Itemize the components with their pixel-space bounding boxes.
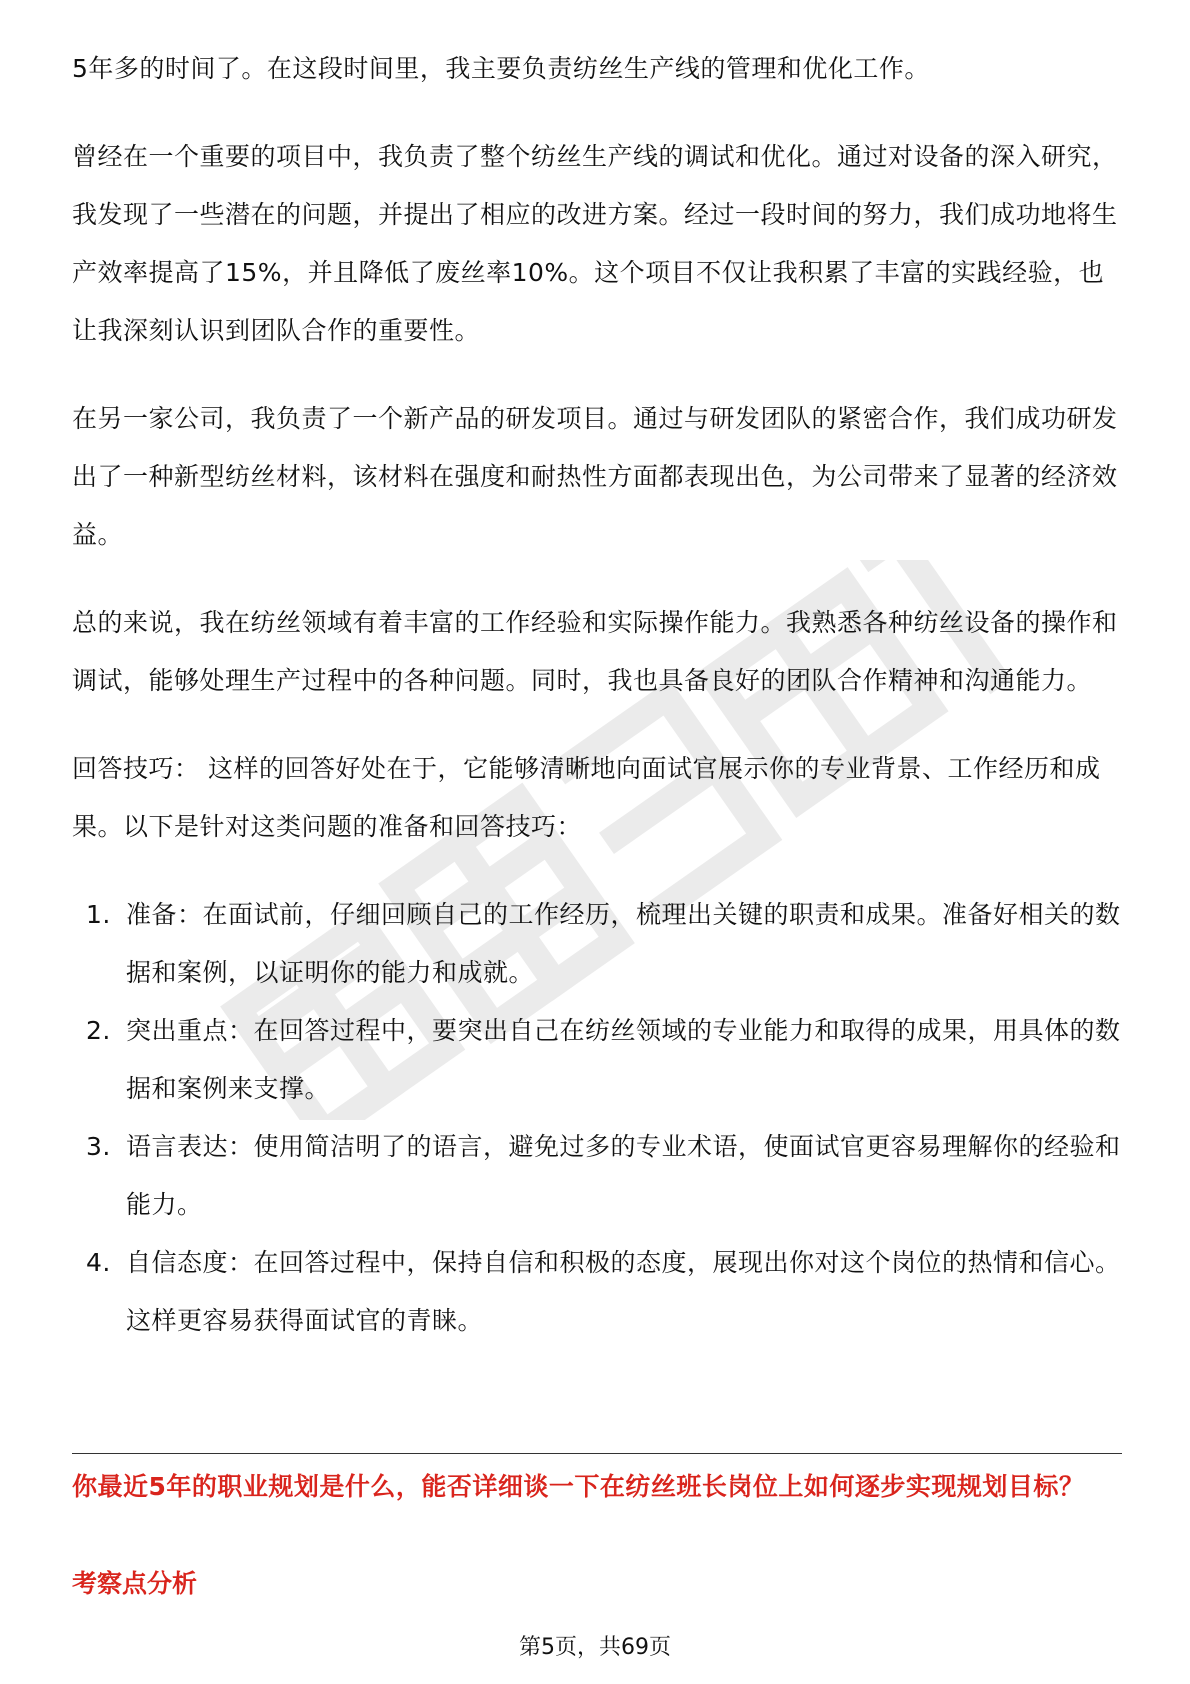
paragraph: 5年多的时间了。在这段时间里，我主要负责纺丝生产线的管理和优化工作。 <box>72 54 930 83</box>
tips-list <box>72 886 1122 1350</box>
analysis-heading: 考察点分析 <box>72 1569 198 1598</box>
list-item <box>72 1234 1122 1350</box>
list-item <box>72 1118 1122 1234</box>
list-number: 1. <box>86 900 111 929</box>
paragraph: 在另一家公司，我负责了一个新产品的研发项目。通过与研发团队的紧密合作，我们成功研发出了一种新型纺丝材料，该材料在强度和耐热性方面都表现出色，为公司带来了显著的经济效益。 <box>72 404 1118 549</box>
list-item-text: 准备：在面试前，仔细回顾自己的工作经历，梳理出关键的职责和成果。准备好相关的数据和案例，以证明你的能力和成就。 <box>126 900 1121 987</box>
question-heading: 你最近5年的职业规划是什么，能否详细谈一下在纺丝班长岗位上如何逐步实现规划目标？ <box>72 1472 1085 1501</box>
page-footer: 第5页，共69页 <box>519 1635 671 1660</box>
paragraph: 曾经在一个重要的项目中，我负责了整个纺丝生产线的调试和优化。通过对设备的深入研究，我发现了一些潜在的问题，并提出了相应的改进方案。经过一段时间的努力，我们成功地将生产效率提高了15%，并且降低了废丝率10%。这个项目不仅让我积累了丰富的实践经验，也让我深刻认识到团队合作的重要性。 <box>72 142 1118 345</box>
list-item-text: 突出重点：在回答过程中，要突出自己在纺丝领域的专业能力和取得的成果，用具体的数据和案例来支撑。 <box>126 1016 1121 1103</box>
list-number: 4. <box>86 1248 111 1277</box>
list-item <box>72 1002 1122 1118</box>
list-item-text: 语言表达：使用简洁明了的语言，避免过多的专业术语，使面试官更容易理解你的经验和能力。 <box>126 1132 1121 1219</box>
list-number: 3. <box>86 1132 111 1161</box>
paragraph: 总的来说，我在纺丝领域有着丰富的工作经验和实际操作能力。我熟悉各种纺丝设备的操作和调试，能够处理生产过程中的各种问题。同时，我也具备良好的团队合作精神和沟通能力。 <box>72 608 1118 695</box>
divider <box>72 1453 1122 1454</box>
list-item <box>72 886 1122 1002</box>
list-number: 2. <box>86 1016 111 1045</box>
document-body <box>72 40 1122 1350</box>
paragraph-answer-tips-intro: 回答技巧： 这样的回答好处在于，它能够清晰地向面试官展示你的专业背景、工作经历和成果。以下是针对这类问题的准备和回答技巧： <box>72 754 1101 841</box>
list-item-text: 自信态度：在回答过程中，保持自信和积极的态度，展现出你对这个岗位的热情和信心。这样更容易获得面试官的青睐。 <box>126 1248 1121 1335</box>
